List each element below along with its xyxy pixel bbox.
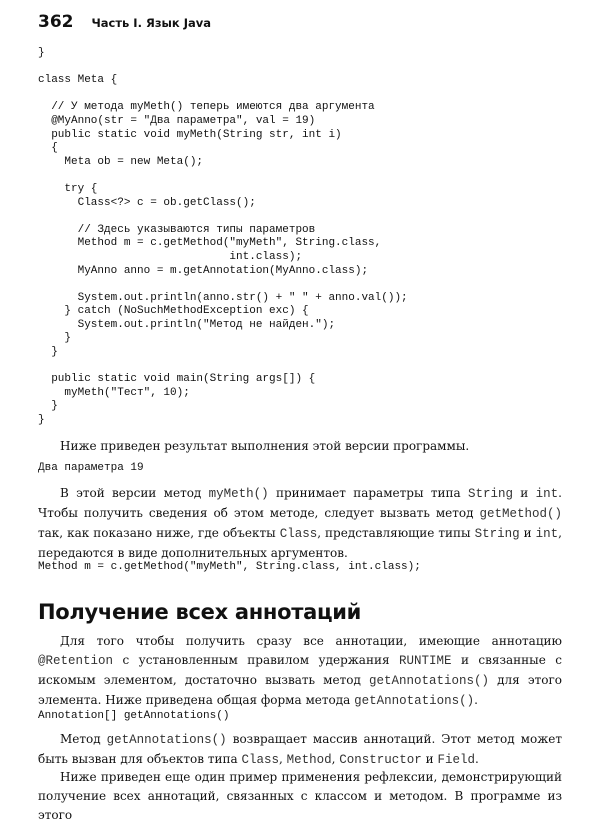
running-title: Часть I. Язык Java bbox=[91, 16, 212, 30]
section-heading: Получение всех аннотаций bbox=[38, 600, 362, 624]
reflection-example-paragraph: Ниже приведен еще один пример применения рефлексии, демонстрирующий получение всех аннотаций, связанных с классом и методом. В программе из этого bbox=[38, 770, 562, 822]
get-annotations-paragraph: Для того чтобы получить сразу все аннотации, имеющие аннотацию @Retention с установленным правилом удержания RUNTIME и связанные с искомым элементом, достаточно вызвать метод getAnnotations() для этого элемента. Ниже приведена общая форма метода getAnnotations(). bbox=[38, 634, 563, 708]
signature-code-line: Annotation[] getAnnotations() bbox=[38, 710, 230, 722]
code-listing-meta: } class Meta { // У метода myMeth() теперь имеются два аргумента @MyAnno(str = "Два параметра", val = 19) public static void myMeth(String str, int i) { Meta ob = new Meta(); try { Class<?> c = ob.getClass(); // Здесь указываются типы параметров Method m = c.getMethod("myMeth", String.class, int.class); MyAnno anno = m.getAnnotation(MyAnno.class); System.out.println(anno.str() + " " + anno.val()); } catch (NoSuchMethodException exc) { System.out.println("Метод не найден."); } } public static void main(String args[]) { myMeth("Тест", 10); } } bbox=[38, 47, 408, 427]
page-header bbox=[38, 12, 211, 36]
page-number: 362 bbox=[38, 12, 74, 32]
program-output: Два параметра 19 bbox=[38, 462, 144, 474]
getmethod-code-line: Method m = c.getMethod("myMeth", String.class, int.class); bbox=[38, 561, 421, 573]
result-intro-paragraph: Ниже приведен результат выполнения этой версии программы. bbox=[60, 439, 470, 453]
getmethod-paragraph: В этой версии метод myMeth() принимает параметры типа String и int. Чтобы получить сведения об этом методе, следует вызвать метод getMethod() так, как показано ниже, где объекты Class, представляющие типы String и int, передаются в виде дополнительных аргументов. bbox=[38, 486, 562, 560]
return-value-paragraph: Метод getAnnotations() возвращает массив аннотаций. Этот метод может быть вызван для объектов типа Class, Method, Constructor и Field. bbox=[38, 732, 562, 767]
